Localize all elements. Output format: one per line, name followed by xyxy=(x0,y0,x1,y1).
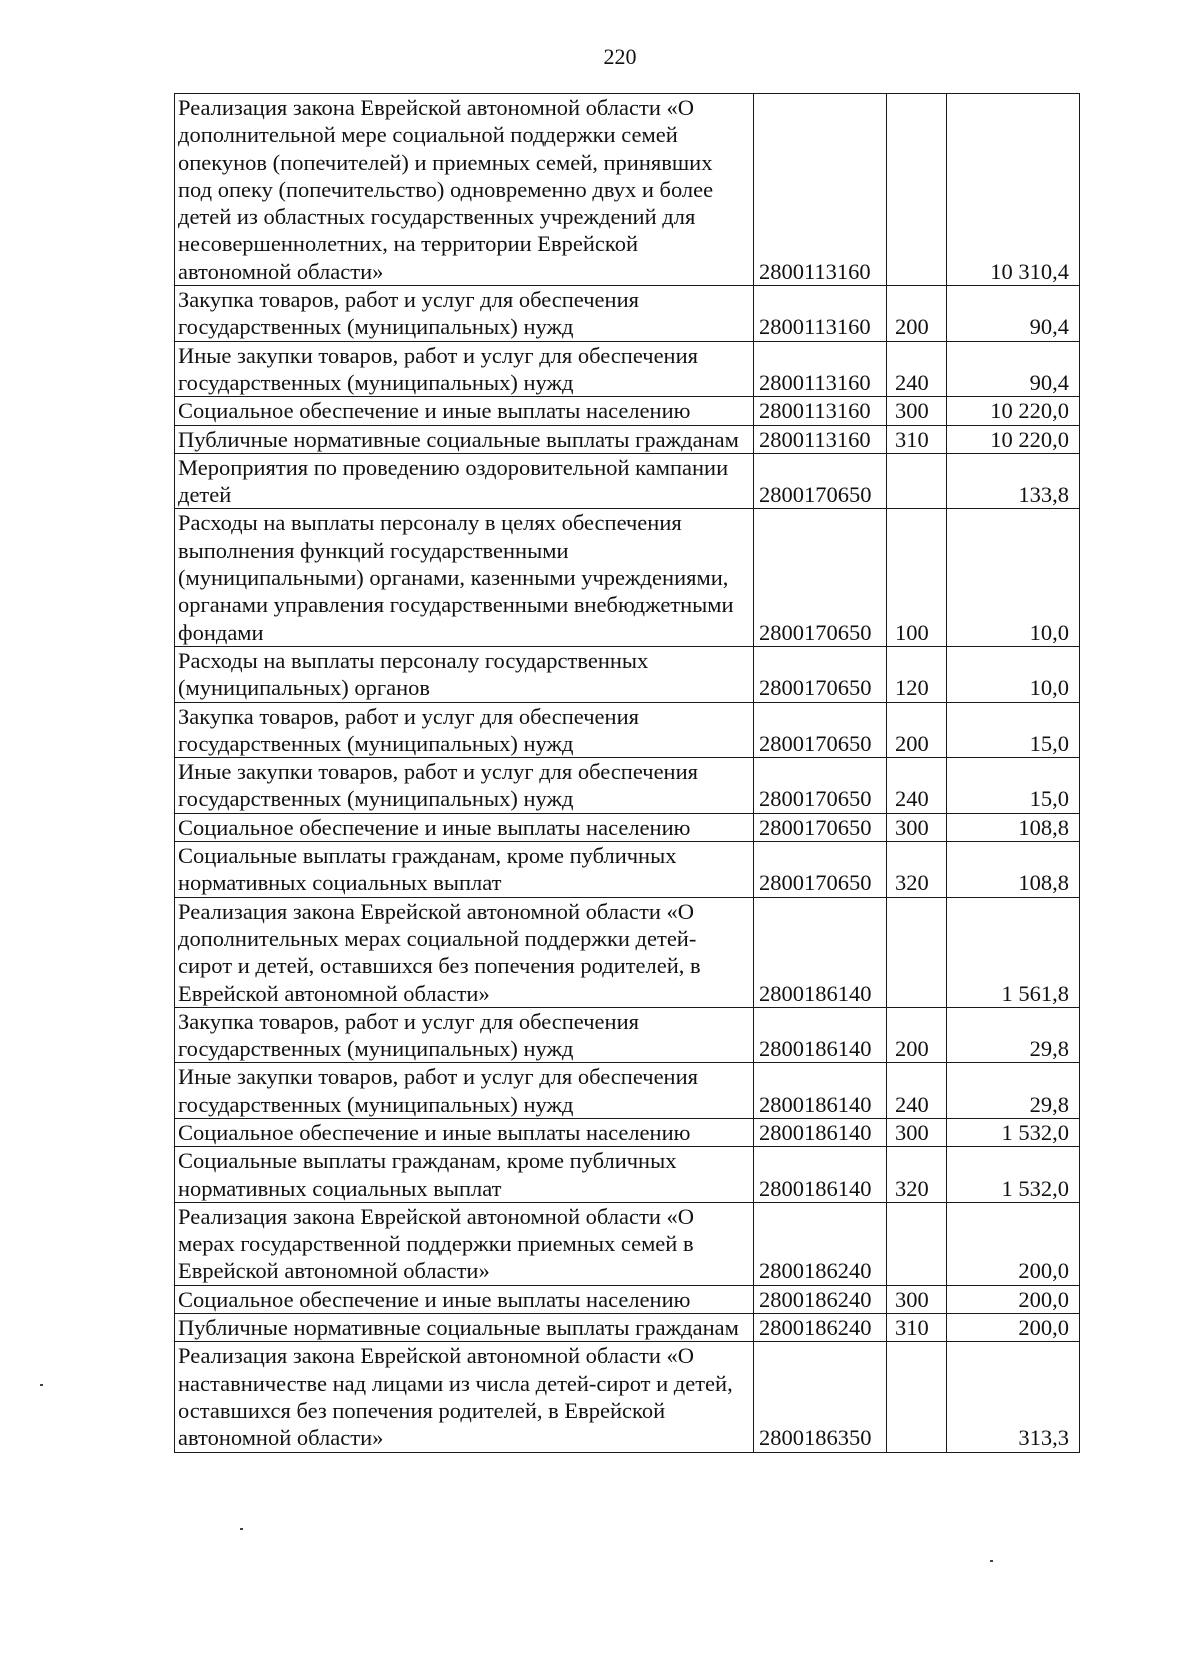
table-row xyxy=(175,425,1080,453)
table-row xyxy=(175,1285,1080,1313)
row-amount-cell: 313,3 xyxy=(947,1342,1080,1452)
row-amount-cell: 200,0 xyxy=(947,1285,1080,1313)
row-type-cell: 300 xyxy=(887,397,947,425)
row-code-cell: 2800170650 xyxy=(754,646,887,702)
budget-table xyxy=(174,93,1080,1453)
row-code-cell: 2800113160 xyxy=(754,94,887,286)
row-amount-cell: 29,8 xyxy=(947,1063,1080,1119)
row-name-cell: Расходы на выплаты персоналу государственных (муниципальных) органов xyxy=(175,646,754,702)
row-code-cell: 2800186140 xyxy=(754,1118,887,1146)
row-name-cell: Иные закупки товаров, работ и услуг для обеспечения государственных (муниципальных) нужд xyxy=(175,1063,754,1119)
table-row xyxy=(175,1118,1080,1146)
table-row xyxy=(175,397,1080,425)
row-type-cell: 200 xyxy=(887,702,947,758)
row-type-cell: 240 xyxy=(887,341,947,397)
row-name-cell: Социальные выплаты гражданам, кроме публичных нормативных социальных выплат xyxy=(175,842,754,898)
table-row xyxy=(175,842,1080,898)
row-code-cell: 2800186240 xyxy=(754,1202,887,1285)
page-number: 220 xyxy=(603,44,637,69)
row-name-cell: Закупка товаров, работ и услуг для обеспечения государственных (муниципальных) нужд xyxy=(175,702,754,758)
row-type-cell: 300 xyxy=(887,813,947,841)
row-amount-cell: 200,0 xyxy=(947,1314,1080,1342)
scan-speck xyxy=(240,1528,243,1530)
row-code-cell: 2800170650 xyxy=(754,813,887,841)
row-name-cell: Реализация закона Еврейской автономной области «О дополнительных мерах социальной поддержки детей-сирот и детей, оставшихся без попечения родителей, в Еврейской автономной области» xyxy=(175,897,754,1007)
row-amount-cell: 15,0 xyxy=(947,702,1080,758)
row-type-cell: 320 xyxy=(887,1147,947,1203)
row-type-cell: 310 xyxy=(887,1314,947,1342)
row-amount-cell: 133,8 xyxy=(947,453,1080,509)
row-type-cell xyxy=(887,1202,947,1285)
row-code-cell: 2800186240 xyxy=(754,1314,887,1342)
row-type-cell: 240 xyxy=(887,758,947,814)
row-amount-cell: 15,0 xyxy=(947,758,1080,814)
row-name-cell: Закупка товаров, работ и услуг для обеспечения государственных (муниципальных) нужд xyxy=(175,1007,754,1063)
row-code-cell: 2800113160 xyxy=(754,341,887,397)
row-type-cell xyxy=(887,897,947,1007)
row-code-cell: 2800170650 xyxy=(754,758,887,814)
table-row xyxy=(175,1314,1080,1342)
row-type-cell: 300 xyxy=(887,1285,947,1313)
row-amount-cell: 10,0 xyxy=(947,509,1080,646)
scan-speck xyxy=(40,1384,43,1386)
row-amount-cell: 10 310,4 xyxy=(947,94,1080,286)
row-name-cell: Социальные выплаты гражданам, кроме публичных нормативных социальных выплат xyxy=(175,1147,754,1203)
scan-speck xyxy=(990,1560,993,1562)
row-type-cell xyxy=(887,94,947,286)
row-code-cell: 2800186140 xyxy=(754,897,887,1007)
row-name-cell: Реализация закона Еврейской автономной области «О мерах государственной поддержки приемных семей в Еврейской автономной области» xyxy=(175,1202,754,1285)
row-code-cell: 2800170650 xyxy=(754,509,887,646)
row-code-cell: 2800170650 xyxy=(754,702,887,758)
table-row xyxy=(175,286,1080,342)
table-row xyxy=(175,813,1080,841)
table-row xyxy=(175,453,1080,509)
row-code-cell: 2800170650 xyxy=(754,453,887,509)
row-amount-cell: 10,0 xyxy=(947,646,1080,702)
row-amount-cell: 29,8 xyxy=(947,1007,1080,1063)
row-type-cell xyxy=(887,1342,947,1452)
table-row xyxy=(175,1063,1080,1119)
row-name-cell: Публичные нормативные социальные выплаты гражданам xyxy=(175,1314,754,1342)
row-code-cell: 2800170650 xyxy=(754,842,887,898)
row-amount-cell: 90,4 xyxy=(947,341,1080,397)
table-row xyxy=(175,341,1080,397)
row-name-cell: Мероприятия по проведению оздоровительной кампании детей xyxy=(175,453,754,509)
row-name-cell: Закупка товаров, работ и услуг для обеспечения государственных (муниципальных) нужд xyxy=(175,286,754,342)
row-name-cell: Публичные нормативные социальные выплаты гражданам xyxy=(175,425,754,453)
row-name-cell: Социальное обеспечение и иные выплаты населению xyxy=(175,397,754,425)
row-name-cell: Социальное обеспечение и иные выплаты населению xyxy=(175,1285,754,1313)
row-type-cell: 100 xyxy=(887,509,947,646)
row-amount-cell: 108,8 xyxy=(947,813,1080,841)
table-row xyxy=(175,1147,1080,1203)
row-code-cell: 2800186140 xyxy=(754,1007,887,1063)
row-type-cell: 120 xyxy=(887,646,947,702)
row-type-cell: 200 xyxy=(887,286,947,342)
table-row xyxy=(175,1202,1080,1285)
table-row xyxy=(175,897,1080,1007)
row-amount-cell: 10 220,0 xyxy=(947,397,1080,425)
row-type-cell: 310 xyxy=(887,425,947,453)
row-amount-cell: 1 532,0 xyxy=(947,1147,1080,1203)
row-name-cell: Реализация закона Еврейской автономной области «О наставничестве над лицами из числа детей-сирот и детей, оставшихся без попечения родителей, в Еврейской автономной области» xyxy=(175,1342,754,1452)
row-code-cell: 2800113160 xyxy=(754,286,887,342)
row-name-cell: Иные закупки товаров, работ и услуг для обеспечения государственных (муниципальных) нужд xyxy=(175,758,754,814)
row-name-cell: Реализация закона Еврейской автономной области «О дополнительной мере социальной поддержки семей опекунов (попечителей) и приемных семей, принявших под опеку (попечительство) одновременно двух и более детей из областных государственных учреждений для несовершеннолетних, на территории Еврейской автономной области» xyxy=(175,94,754,286)
row-code-cell: 2800113160 xyxy=(754,425,887,453)
row-amount-cell: 1 532,0 xyxy=(947,1118,1080,1146)
row-name-cell: Социальное обеспечение и иные выплаты населению xyxy=(175,813,754,841)
row-code-cell: 2800186140 xyxy=(754,1063,887,1119)
row-type-cell xyxy=(887,453,947,509)
row-amount-cell: 200,0 xyxy=(947,1202,1080,1285)
row-name-cell: Иные закупки товаров, работ и услуг для обеспечения государственных (муниципальных) нужд xyxy=(175,341,754,397)
row-code-cell: 2800186350 xyxy=(754,1342,887,1452)
row-amount-cell: 1 561,8 xyxy=(947,897,1080,1007)
table-body xyxy=(175,94,1080,1453)
table-row xyxy=(175,646,1080,702)
table-row xyxy=(175,758,1080,814)
row-amount-cell: 90,4 xyxy=(947,286,1080,342)
table-row xyxy=(175,94,1080,286)
table-row xyxy=(175,1342,1080,1452)
row-type-cell: 200 xyxy=(887,1007,947,1063)
row-type-cell: 240 xyxy=(887,1063,947,1119)
row-amount-cell: 10 220,0 xyxy=(947,425,1080,453)
row-code-cell: 2800186240 xyxy=(754,1285,887,1313)
row-amount-cell: 108,8 xyxy=(947,842,1080,898)
row-name-cell: Расходы на выплаты персоналу в целях обеспечения выполнения функций государственными (муниципальными) органами, казенными учреждениями, органами управления государственными внебюджетными фондами xyxy=(175,509,754,646)
row-code-cell: 2800186140 xyxy=(754,1147,887,1203)
row-type-cell: 300 xyxy=(887,1118,947,1146)
table-row xyxy=(175,1007,1080,1063)
row-code-cell: 2800113160 xyxy=(754,397,887,425)
row-type-cell: 320 xyxy=(887,842,947,898)
row-name-cell: Социальное обеспечение и иные выплаты населению xyxy=(175,1118,754,1146)
table-row xyxy=(175,509,1080,646)
table-row xyxy=(175,702,1080,758)
